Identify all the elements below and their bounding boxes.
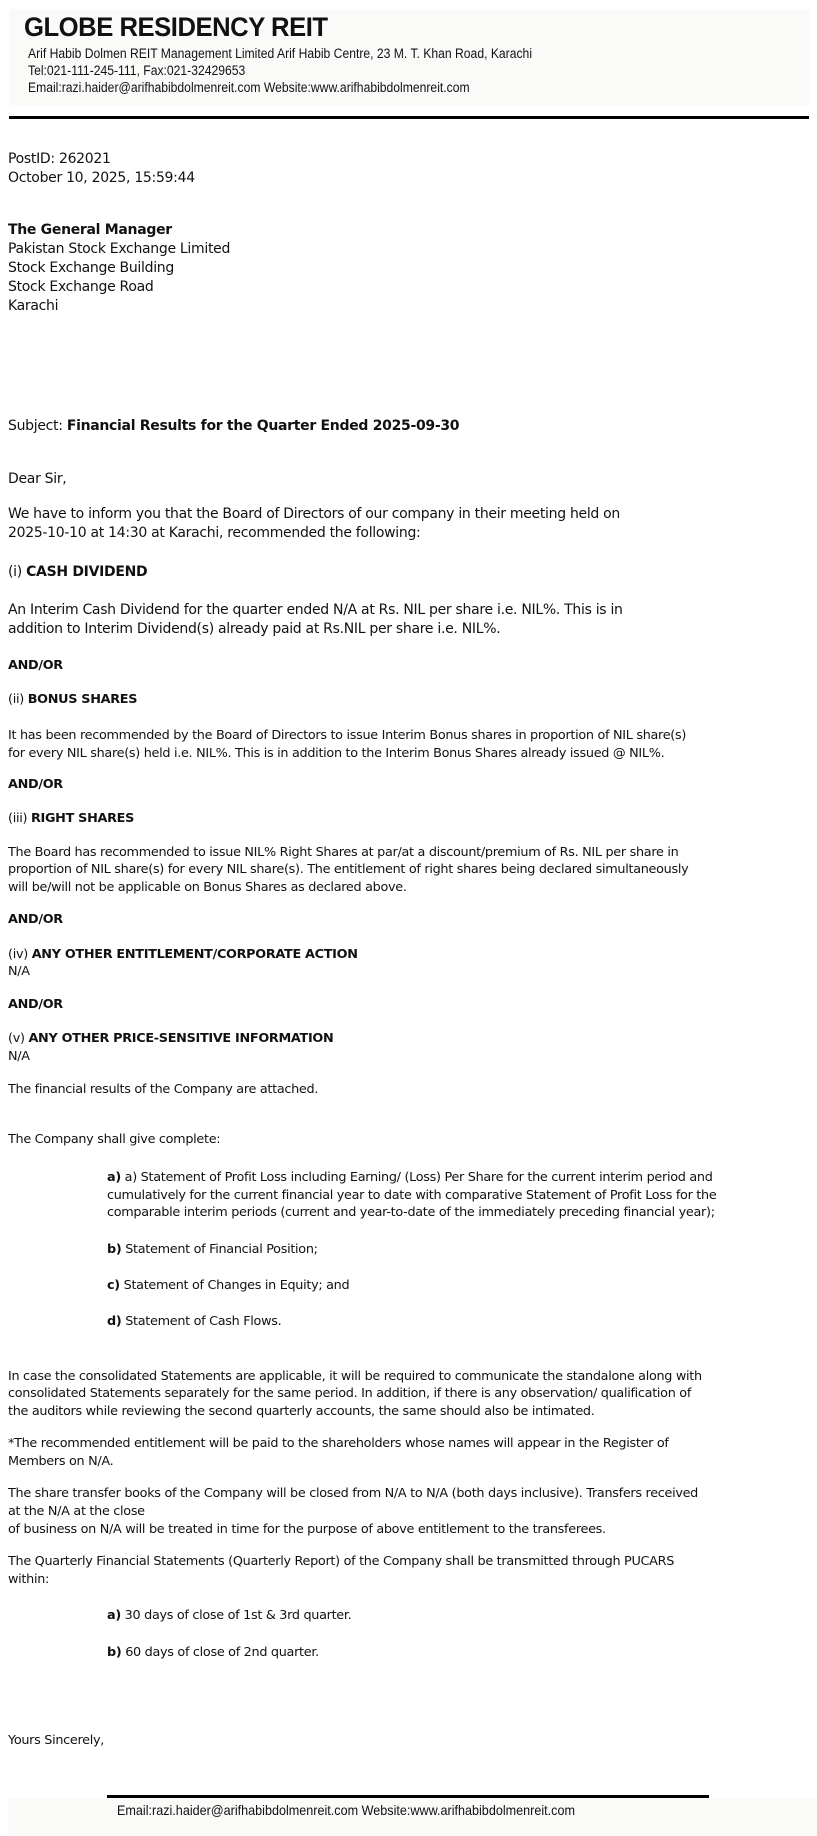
post-datetime: October 10, 2025, 15:59:44 <box>8 170 195 186</box>
section-number: (iii) <box>8 811 28 826</box>
section-title: ANY OTHER ENTITLEMENT/CORPORATE ACTION <box>31 947 358 962</box>
statement-item <box>107 1242 318 1257</box>
right-heading <box>8 811 134 826</box>
statement-item <box>107 1278 349 1293</box>
item-text: Statement of Changes in Equity; and <box>123 1278 350 1293</box>
recipient-line: Karachi <box>8 298 59 314</box>
intro-line: 2025-10-10 at 14:30 at Karachi, recommended the following: <box>8 525 421 541</box>
company-phone: Tel:021-111-245-111, Fax:021-32429653 <box>28 63 246 78</box>
company-address: Arif Habib Dolmen REIT Management Limited Arif Habib Centre, 23 M. T. Khan Road, Karachi <box>28 46 533 61</box>
subject-label: Subject: <box>8 418 63 434</box>
and-or: AND/OR <box>8 912 63 927</box>
price-value: N/A <box>8 1049 30 1064</box>
consolidated-line: consolidated Statements separately for the same period. In addition, if there is any observation/ qualification of <box>8 1386 692 1401</box>
entitlement-line: Members on N/A. <box>8 1454 114 1469</box>
price-heading <box>8 1031 333 1046</box>
section-number: (v) <box>8 1031 25 1046</box>
right-line: will be/will not be applicable on Bonus Shares as declared above. <box>8 880 407 895</box>
transfer-line: The share transfer books of the Company will be closed from N/A to N/A (both days inclusive). Transfers received <box>8 1486 699 1501</box>
footer-contact: Email:razi.haider@arifhabibdolmenreit.com Website:www.arifhabibdolmenreit.com <box>117 1802 575 1818</box>
item-mark: c) <box>107 1278 120 1293</box>
section-number: (ii) <box>8 692 24 707</box>
cash-line: addition to Interim Dividend(s) already paid at Rs.NIL per share i.e. NIL%. <box>8 621 501 637</box>
section-title: BONUS SHARES <box>27 692 138 707</box>
subject-text: Financial Results for the Quarter Ended 2025-09-30 <box>66 418 460 434</box>
salutation: Dear Sir, <box>8 471 67 487</box>
transfer-line: of business on N/A will be treated in time for the purpose of above entitlement to the transferees. <box>8 1522 606 1537</box>
statement-item-line: cumulatively for the current financial year to date with comparative Statement of Profit Loss for the <box>107 1188 717 1203</box>
deadline-item <box>107 1608 351 1623</box>
cash-line: An Interim Cash Dividend for the quarter ended N/A at Rs. NIL per share i.e. NIL%. This is in <box>8 602 623 618</box>
item-text: 30 days of close of 1st & 3rd quarter. <box>124 1608 352 1623</box>
header-divider <box>9 116 809 119</box>
recipient-line: Pakistan Stock Exchange Limited <box>8 241 231 257</box>
section-title: CASH DIVIDEND <box>26 564 148 580</box>
item-text: a) Statement of Profit Loss including Earning/ (Loss) Per Share for the current interim period and <box>124 1170 713 1185</box>
item-text: 60 days of close of 2nd quarter. <box>125 1645 319 1660</box>
company-contact: Email:razi.haider@arifhabibdolmenreit.com Website:www.arifhabibdolmenreit.com <box>28 80 470 95</box>
bonus-heading <box>8 692 137 707</box>
intro-line: We have to inform you that the Board of Directors of our company in their meeting held on <box>8 506 621 522</box>
pucars-line: The Quarterly Financial Statements (Quarterly Report) of the Company shall be transmitted through PUCARS <box>8 1554 675 1569</box>
item-mark: a) <box>107 1608 121 1623</box>
other-value: N/A <box>8 964 30 979</box>
post-id: PostID: 262021 <box>8 151 111 167</box>
and-or: AND/OR <box>8 997 63 1012</box>
right-line: The Board has recommended to issue NIL% Right Shares at par/at a discount/premium of Rs. NIL per share in <box>8 845 679 860</box>
footer-divider <box>107 1795 709 1798</box>
and-or: AND/OR <box>8 658 63 673</box>
section-title: RIGHT SHARES <box>30 811 134 826</box>
statement-item <box>107 1314 281 1329</box>
recipient-line: Stock Exchange Road <box>8 279 154 295</box>
recipient-line: Stock Exchange Building <box>8 260 174 276</box>
and-or: AND/OR <box>8 777 63 792</box>
recipient-title: The General Manager <box>8 222 172 238</box>
right-line: proportion of NIL share(s) for every NIL share(s). The entitlement of right shares being declared simultaneously <box>8 862 689 877</box>
item-mark: b) <box>107 1645 122 1660</box>
deadline-item <box>107 1645 319 1660</box>
transfer-line: at the N/A at the close <box>8 1504 145 1519</box>
company-name: GLOBE RESIDENCY REIT <box>24 12 328 42</box>
bonus-line: It has been recommended by the Board of Directors to issue Interim Bonus shares in proportion of NIL share(s) <box>8 728 687 743</box>
pucars-line: within: <box>8 1572 50 1587</box>
item-text: Statement of Cash Flows. <box>125 1314 282 1329</box>
consolidated-line: In case the consolidated Statements are applicable, it will be required to communicate the standalone along with <box>8 1369 702 1384</box>
closing: Yours Sincerely, <box>8 1733 105 1748</box>
section-number: (i) <box>8 564 22 580</box>
subject-line <box>8 418 459 434</box>
section-title: ANY OTHER PRICE-SENSITIVE INFORMATION <box>28 1031 334 1046</box>
other-heading <box>8 947 358 962</box>
item-mark: b) <box>107 1242 122 1257</box>
item-mark: d) <box>107 1314 122 1329</box>
entitlement-line: *The recommended entitlement will be paid to the shareholders whose names will appear in the Register of <box>8 1436 669 1451</box>
company-give: The Company shall give complete: <box>8 1132 221 1147</box>
statement-item <box>107 1170 713 1185</box>
statement-item-line: comparable interim periods (current and year-to-date of the immediately preceding financial year); <box>107 1205 715 1220</box>
item-text: Statement of Financial Position; <box>125 1242 318 1257</box>
cash-dividend-heading <box>8 564 147 580</box>
bonus-line: for every NIL share(s) held i.e. NIL%. This is in addition to the Interim Bonus Shares already issued @ NIL%. <box>8 746 665 761</box>
item-mark: a) <box>107 1170 121 1185</box>
attached-note: The financial results of the Company are attached. <box>8 1082 319 1097</box>
consolidated-line: the auditors while reviewing the second quarterly accounts, the same should also be intimated. <box>8 1404 595 1419</box>
section-number: (iv) <box>8 947 28 962</box>
